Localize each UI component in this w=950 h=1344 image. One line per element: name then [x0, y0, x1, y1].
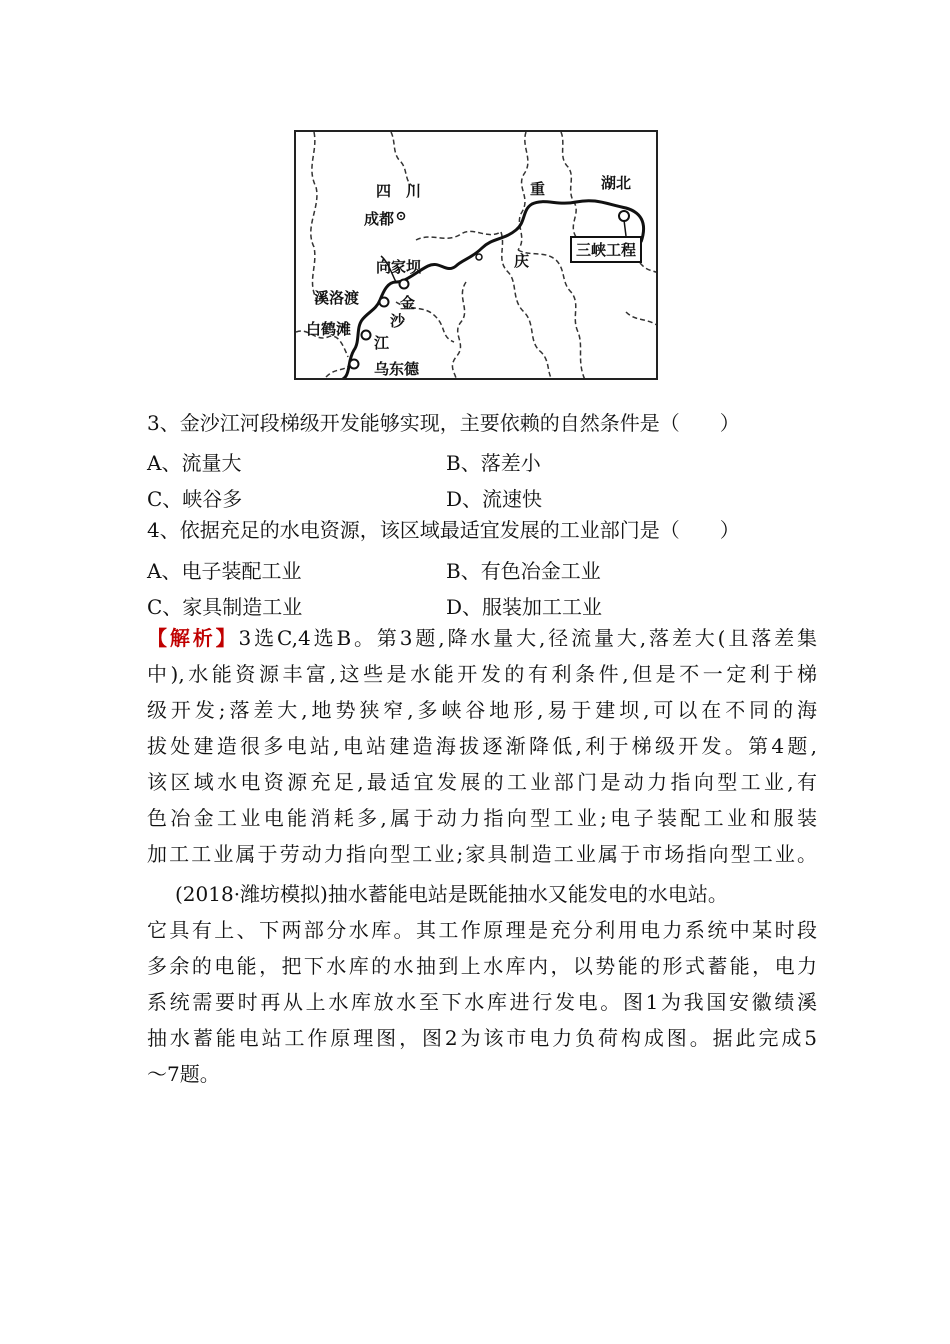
- intro-line: (2018·潍坊模拟)抽水蓄能电站是既能抽水又能发电的水电站。: [175, 882, 728, 906]
- label-chengdu: 成都: [364, 210, 395, 228]
- intro-line: 系统需要时再从上水库放水至下水库进行发电。图1为我国安徽绩溪: [147, 990, 817, 1014]
- q3-option-a: A、流量大: [147, 451, 242, 475]
- intro-line: ～7题。: [147, 1062, 220, 1086]
- boundary-line: [416, 231, 501, 240]
- label-qing: 庆: [514, 252, 530, 270]
- boundary-line: [452, 282, 466, 380]
- intro-line: 多余的电能，把下水库的水抽到上水库内，以势能的形式蓄能，电力: [147, 954, 817, 978]
- boundary-line: [311, 132, 318, 302]
- dam-xiangjiaba: [400, 280, 409, 289]
- analysis-text: 3选C,4选B。第3题,降水量大,径流量大,落差大(且落差集: [238, 626, 817, 650]
- dam-wudongde: [350, 360, 359, 369]
- dam-xiluodu: [380, 298, 389, 307]
- q3-option-c: C、峡谷多: [147, 487, 243, 511]
- label-sichuan: 四 川: [376, 182, 422, 200]
- label-jin: 金: [400, 294, 416, 312]
- analysis-tag: 【解析】: [147, 626, 239, 650]
- label-jiang: 江: [374, 334, 390, 352]
- sanxia-leader: [624, 220, 626, 236]
- q4-option-a: A、电子装配工业: [147, 559, 302, 583]
- q4-stem: 4、依据充足的水电资源，该区域最适宜发展的工业部门是（ ）: [147, 518, 740, 542]
- label-sanxia: 三峡工程: [570, 236, 642, 263]
- label-chong: 重: [530, 180, 546, 198]
- boundary-line: [518, 132, 528, 250]
- analysis-line: 加工工业属于劳动力指向型工业;家具制造工业属于市场指向型工业。: [147, 842, 817, 866]
- label-xiangjiaba: 向家坝: [376, 258, 422, 276]
- analysis-line: [147, 620, 817, 656]
- boundary-line: [626, 312, 658, 327]
- q4-option-c: C、家具制造工业: [147, 595, 303, 619]
- chongqing-marker: [476, 254, 482, 260]
- boundary-line: [391, 132, 414, 187]
- q4-option-b: B、有色冶金工业: [446, 559, 601, 583]
- intro-block: [147, 876, 817, 1092]
- analysis-line: 该区域水电资源充足,最适宜发展的工业部门是动力指向型工业,有: [147, 770, 817, 794]
- analysis-line: 级开发;落差大,地势狭窄,多峡谷地形,易于建坝,可以在不同的海: [147, 698, 817, 722]
- analysis-block: [147, 620, 817, 872]
- analysis-line: 拔处建造很多电站,电站建造海拔逐渐降低,利于梯级开发。第4题,: [147, 734, 817, 758]
- map-figure: [294, 130, 658, 380]
- label-sha: 沙: [390, 312, 406, 330]
- q3-stem: 3、金沙江河段梯级开发能够实现，主要依赖的自然条件是（ ）: [147, 411, 740, 435]
- dam-sanxia: [619, 211, 629, 221]
- intro-line: 它具有上、下两部分水库。其工作原理是充分利用电力系统中某时段: [147, 918, 817, 942]
- boundary-line: [561, 132, 576, 237]
- label-wudongde: 乌东德: [374, 360, 420, 378]
- intro-line: 抽水蓄能电站工作原理图，图2为该市电力负荷构成图。据此完成5: [147, 1026, 817, 1050]
- label-xiluodu: 溪洛渡: [314, 289, 360, 307]
- q3-option-d: D、流速快: [446, 487, 543, 511]
- analysis-line: 色冶金工业电能消耗多,属于动力指向型工业;电子装配工业和服装: [147, 806, 817, 830]
- label-baihetan: 白鹤滩: [306, 320, 352, 338]
- chengdu-marker-dot: [400, 215, 402, 217]
- dam-baihetan: [362, 331, 371, 340]
- q4-option-d: D、服装加工工业: [446, 595, 603, 619]
- analysis-line: 中),水能资源丰富,这些是水能开发的有利条件,但是不一定利于梯: [147, 662, 817, 686]
- label-hubei: 湖北: [601, 174, 632, 192]
- q3-option-b: B、落差小: [446, 451, 541, 475]
